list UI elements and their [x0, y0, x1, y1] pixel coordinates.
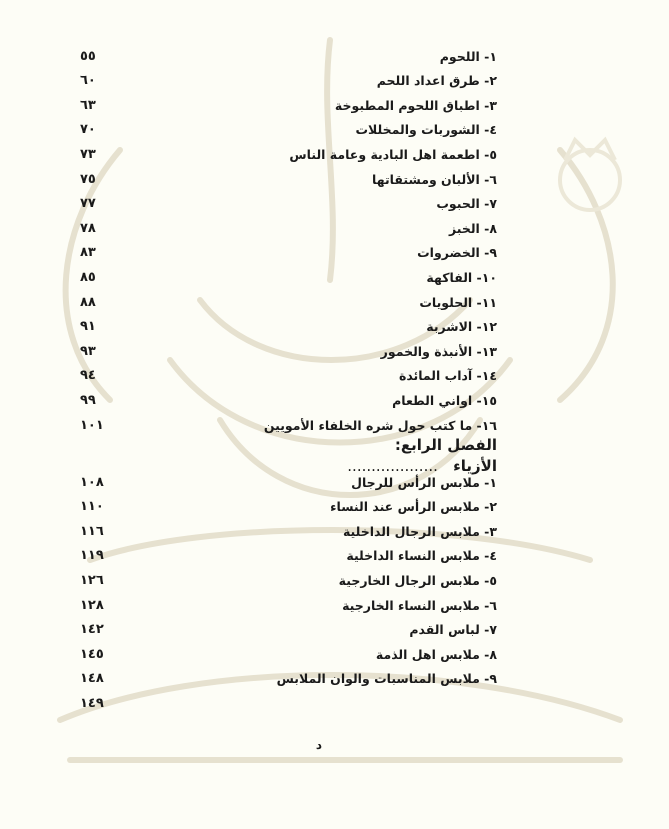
- toc-page-number: ٦٠: [80, 73, 96, 89]
- toc-entry: [80, 70, 497, 92]
- toc-page-number: ٧٨: [80, 220, 96, 236]
- toc-entry-title: ١٢- الاشربة: [426, 319, 497, 335]
- toc-entry-title: ١- ملابس الرأس للرجال: [351, 474, 497, 490]
- toc-entry-title: ٣- اطباق اللحوم المطبوخة: [334, 97, 497, 113]
- toc-page-number: ٦٣: [80, 97, 96, 113]
- toc-entry: [80, 266, 497, 288]
- toc-entry-title: ١٤- آداب المائدة: [398, 368, 497, 384]
- toc-page-number: ١٠٨: [80, 474, 104, 490]
- chapter-subtitle: الأزياء: [453, 457, 497, 475]
- toc-entry: [80, 545, 497, 567]
- toc-entry-title: ٩- ملابس المناسبات والوان الملابس: [276, 671, 497, 687]
- toc-page-number: ١٢٨: [80, 597, 104, 613]
- toc-entry: [80, 619, 497, 641]
- toc-page-number: ١٤٨: [80, 671, 104, 687]
- toc-page-number: ١١٠: [80, 499, 104, 515]
- toc-entry: [80, 520, 497, 542]
- toc-page-number: ٨٣: [80, 245, 96, 261]
- toc-entry: [80, 94, 497, 116]
- toc-entry: [80, 45, 497, 67]
- chapter-heading: [395, 436, 497, 454]
- toc-page-number: ١٤٢: [80, 622, 104, 638]
- toc-entry: [80, 414, 497, 436]
- toc-entry: [80, 569, 497, 591]
- toc-page-number: ٧٧: [80, 196, 96, 212]
- toc-entry-title: ٢- طرق اعداد اللحم: [376, 73, 497, 89]
- toc-entry: [80, 242, 497, 264]
- toc-entry-title: ١١- الحلويات: [419, 294, 497, 310]
- toc-entry-title: ٦- الألبان ومشتقاتها: [372, 171, 497, 187]
- toc-page-number: ٩٤: [80, 368, 96, 384]
- toc-entry-title: ٧- لباس القدم: [409, 622, 497, 638]
- toc-entry-title: ١٠- الفاكهة: [426, 269, 497, 285]
- toc-page-number: ١٤٥: [80, 646, 104, 662]
- toc-page-number: ١٤٩: [80, 695, 104, 711]
- toc-page-number: ٧٣: [80, 146, 96, 162]
- toc-entry-title: ٨- ملابس اهل الذمة: [375, 646, 497, 662]
- toc-entry-title: ٤- الشوربات والمخللات: [355, 122, 497, 138]
- chapter-dots: ...................: [347, 457, 438, 475]
- toc-entry-title: ١٥- اواني الطعام: [392, 392, 497, 408]
- toc-page-number: ٥٥: [80, 48, 96, 64]
- toc-page-number: ١٠١: [80, 417, 104, 433]
- toc-entry-title: ١٦- ما كتب حول شره الخلفاء الأمويين: [263, 417, 497, 433]
- toc-entry: [80, 668, 497, 690]
- toc-entry-title: ٤- ملابس النساء الداخلية: [346, 548, 497, 564]
- toc-entry-title: ٩- الخضروات: [417, 245, 497, 261]
- toc-entry: [80, 193, 497, 215]
- toc-page-number: ٩٩: [80, 392, 96, 408]
- toc-entry-title: ١٣- الأنبذة والخمور: [380, 343, 497, 359]
- toc-entry: [80, 496, 497, 518]
- toc-entry-title: ٢- ملابس الرأس عند النساء: [330, 499, 497, 515]
- toc-entry: [80, 594, 497, 616]
- toc-page-number: ٩٣: [80, 343, 96, 359]
- toc-entry-title: ٥- ملابس الرجال الخارجية: [338, 572, 497, 588]
- toc-page-number: ١١٦: [80, 523, 104, 539]
- toc-entry-title: ١- اللحوم: [439, 48, 497, 64]
- toc-entry-title: ٦- ملابس النساء الخارجية: [342, 597, 497, 613]
- toc-entry: [80, 316, 497, 338]
- toc-entry: [80, 217, 497, 239]
- chapter-title: الفصل الرابع:: [394, 436, 497, 454]
- toc-page-number: ٩١: [80, 319, 96, 335]
- toc-entry-title: ٥- اطعمة اهل البادية وعامة الناس: [289, 146, 497, 162]
- toc-entry: [80, 143, 497, 165]
- toc-entry: [80, 389, 497, 411]
- toc-page-number: ١٢٦: [80, 572, 104, 588]
- toc-page-number: ٨٨: [80, 294, 96, 310]
- toc-entry: [80, 340, 497, 362]
- toc-entry: [80, 168, 497, 190]
- toc-entry-title: ٨- الخبز: [448, 220, 497, 236]
- toc-page-number: ٧٥: [80, 171, 96, 187]
- toc-page-number: ٨٥: [80, 269, 96, 285]
- toc-entry: [80, 692, 497, 714]
- toc-entry: [80, 291, 497, 313]
- toc-page-number: ١١٩: [80, 548, 104, 564]
- toc-entry-title: ٣- ملابس الرجال الداخلية: [342, 523, 497, 539]
- toc-entry: [80, 119, 497, 141]
- page-number: د: [315, 738, 323, 752]
- toc-page-number: ٧٠: [80, 122, 96, 138]
- toc-entry: [80, 471, 497, 493]
- toc-entry: [80, 365, 497, 387]
- toc-entry-title: ٧- الحبوب: [436, 196, 497, 212]
- toc-entry: [80, 643, 497, 665]
